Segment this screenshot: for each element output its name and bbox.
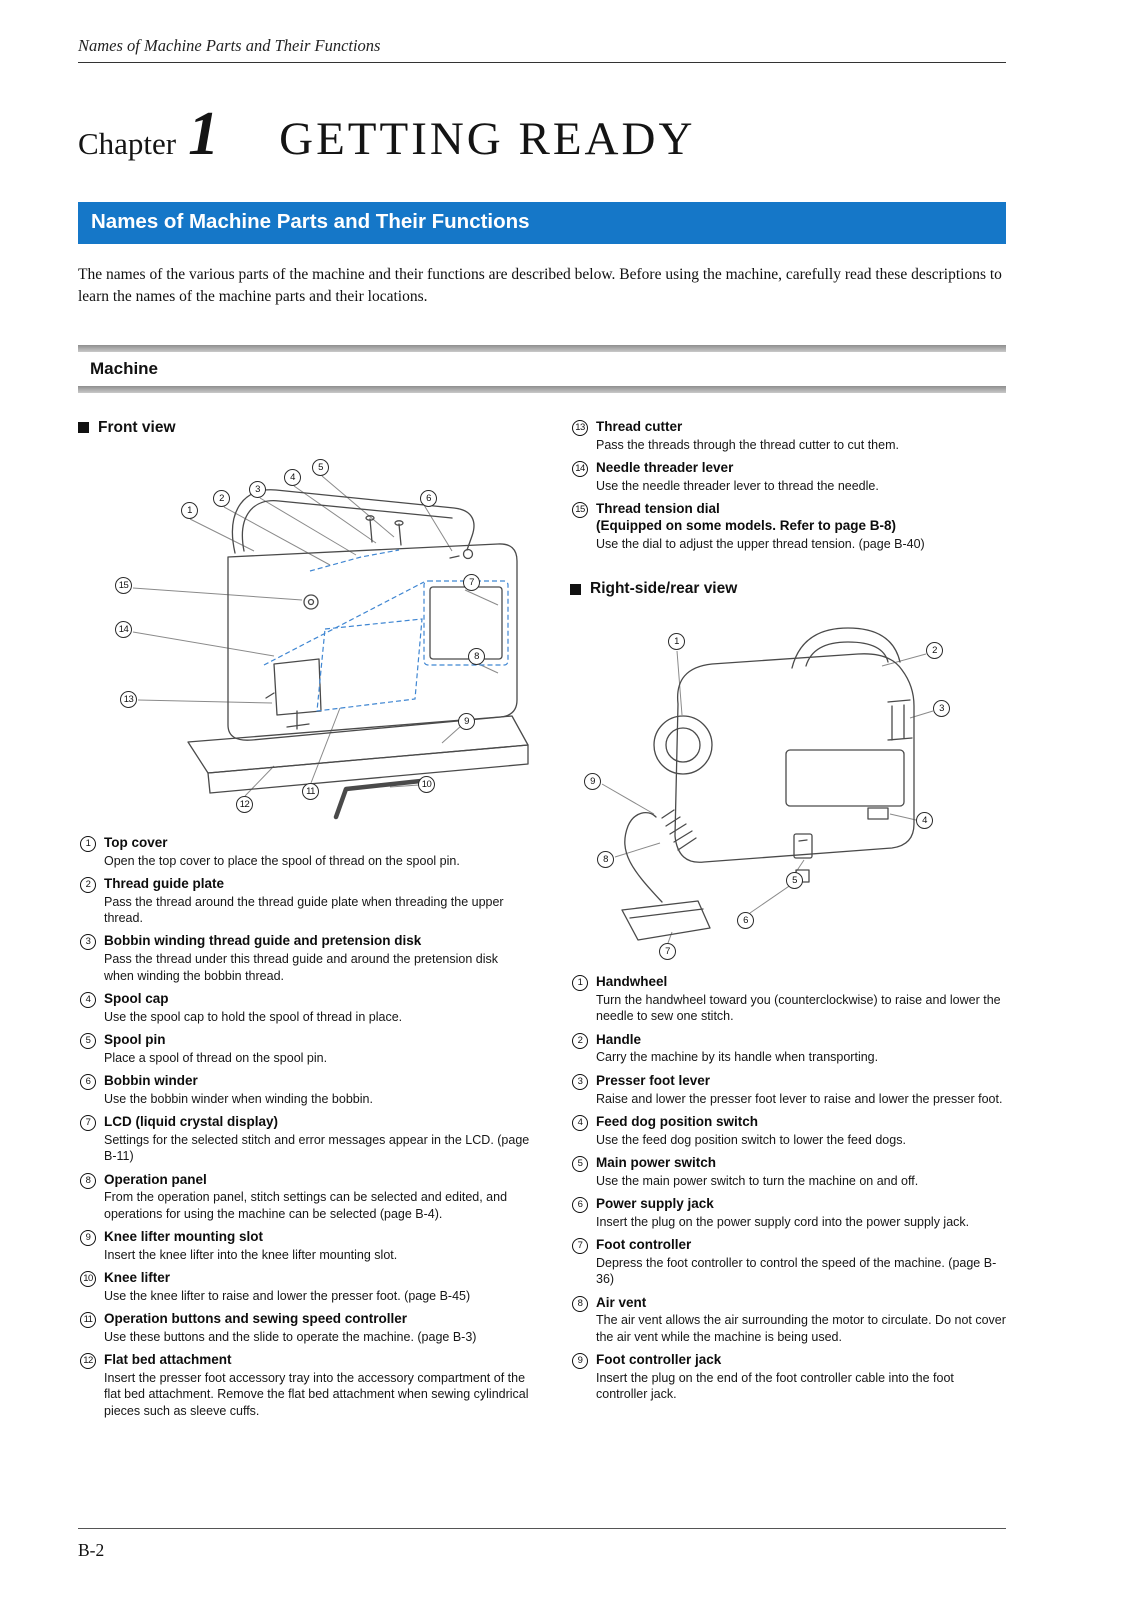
part-item [78,876,530,930]
part-title: Bobbin winder [104,1073,198,1089]
part-description: Insert the plug on the power supply cord into the power supply jack. [596,1214,970,1229]
part-title: Flat bed attachment [104,1352,232,1368]
callout-number: 9 [572,1353,588,1369]
part-description: Use the spool cap to hold the spool of thread in place. [104,1009,403,1024]
part-description: Place a spool of thread on the spool pin. [104,1050,328,1065]
part-description: Pass the thread under this thread guide and around the pretension disk when winding the bobbin thread. [104,952,499,983]
part-title: Needle threader lever [596,460,734,476]
part-item [570,460,1006,498]
callout-marker: 7 [659,943,676,960]
part-item [570,1114,1006,1152]
part-description: From the operation panel, stitch settings can be selected and edited, and operations for using the machine can be selected (page B-4). [104,1190,508,1221]
callout-marker: 9 [584,773,601,790]
part-title: Thread tension dial [596,501,720,517]
part-description: Depress the foot controller to control the speed of the machine. (page B-36) [596,1256,997,1287]
callout-marker: 9 [458,713,475,730]
part-description: Use the needle threader lever to thread the needle. [596,478,879,493]
section-bar-bottom [78,386,1006,393]
part-description: Raise and lower the presser foot lever to raise and lower the presser foot. [596,1091,1003,1106]
part-item [78,1270,530,1308]
section-banner: Names of Machine Parts and Their Functions [78,202,1006,244]
part-description: Use the knee lifter to raise and lower the presser foot. (page B-45) [104,1288,471,1303]
part-title: Thread guide plate [104,876,225,892]
part-title: Presser foot lever [596,1072,711,1088]
callout-number: 4 [80,992,96,1008]
callout-marker: 10 [418,776,435,793]
page-number: B-2 [78,1540,105,1560]
rear-view-heading-label: Right-side/rear view [590,580,738,598]
part-title: Air vent [596,1294,647,1310]
part-description: Use the main power switch to turn the machine on and off. [596,1173,919,1188]
part-description: Use the dial to adjust the upper thread tension. (page B-40) [596,536,925,551]
running-header: Names of Machine Parts and Their Functions [78,36,1006,63]
part-title: Spool pin [104,1031,166,1047]
page-footer [78,1528,1006,1561]
callout-number: 13 [572,420,588,436]
callout-number: 3 [572,1074,588,1090]
part-description: Open the top cover to place the spool of thread on the spool pin. [104,853,460,868]
callout-marker: 7 [463,574,480,591]
part-description: The air vent allows the air surrounding the motor to circulate. Do not cover the air vent while the machine is being used. [596,1313,1006,1344]
left-column [78,419,530,1426]
part-item [570,501,1006,556]
part-description: Insert the knee lifter into the knee lifter mounting slot. [104,1247,398,1262]
part-subtitle: (Equipped on some models. Refer to page B-8) [596,518,897,534]
part-title: Bobbin winding thread guide and pretension disk [104,933,422,949]
square-bullet-icon [570,584,581,595]
callout-number: 10 [80,1271,96,1287]
part-description: Pass the threads through the thread cutter to cut them. [596,437,899,452]
machine-section-header [78,345,1006,393]
part-description: Pass the thread around the thread guide plate when threading the upper thread. [104,894,504,926]
part-item [570,1352,1006,1406]
part-item [570,1295,1006,1349]
callout-marker: 3 [249,481,266,498]
part-item [570,1032,1006,1070]
part-description: Settings for the selected stitch and error messages appear in the LCD. (page B-11) [104,1133,530,1164]
callout-marker: 1 [668,633,685,650]
callout-number: 7 [572,1238,588,1254]
callout-marker: 8 [597,851,614,868]
callout-marker: 13 [120,691,137,708]
part-title: Spool cap [104,990,169,1006]
part-title: Power supply jack [596,1196,714,1212]
part-title: Knee lifter mounting slot [104,1228,264,1244]
callout-number: 4 [572,1115,588,1131]
part-item [570,1155,1006,1193]
callout-number: 2 [80,877,96,893]
part-item [570,419,1006,457]
chapter-label: Chapter [78,126,177,161]
callout-number: 6 [572,1197,588,1213]
chapter-title: GETTING READY [279,113,696,165]
part-item [78,1114,530,1168]
callout-marker: 6 [737,912,754,929]
section-bar-top [78,345,1006,352]
part-description: Insert the presser foot accessory tray into the accessory compartment of the flat bed attachment. Remove the flat bed attachment when sewing cylindrical pieces such as sleeve cuffs. [104,1371,529,1418]
part-title: Main power switch [596,1154,717,1170]
callout-marker: 5 [312,459,329,476]
rear-view-parts-list [570,974,1006,1406]
part-item [78,1032,530,1070]
part-description: Use the feed dog position switch to lower the feed dogs. [596,1132,906,1147]
right-column [570,419,1006,1426]
part-title: Knee lifter [104,1270,171,1286]
chapter-number: 1 [188,100,220,168]
two-column-layout [78,419,1006,1426]
callout-number: 5 [80,1033,96,1049]
part-item [78,1352,530,1423]
callout-marker: 15 [115,577,132,594]
part-title: Feed dog position switch [596,1113,758,1129]
front-view-illustration [78,451,530,823]
callout-marker: 1 [181,502,198,519]
callout-marker: 8 [468,648,485,665]
callout-number: 9 [80,1230,96,1246]
part-item [78,1229,530,1267]
part-item [570,1196,1006,1234]
part-description: Carry the machine by its handle when transporting. [596,1050,879,1065]
continued-parts-list [570,419,1006,556]
part-description: Turn the handwheel toward you (counterclockwise) to raise and lower the needle to sew one stitch. [596,993,1001,1024]
part-description: Insert the plug on the end of the foot controller cable into the foot controller jack. [596,1370,954,1402]
callout-number: 8 [80,1173,96,1189]
part-item [78,991,530,1029]
part-title: Thread cutter [596,418,683,434]
front-view-heading-label: Front view [98,418,176,436]
callout-number: 11 [80,1312,96,1328]
callout-marker: 5 [786,872,803,889]
callout-marker: 6 [420,490,437,507]
part-title: Handle [596,1031,642,1047]
part-item [78,1073,530,1111]
callout-number: 1 [80,836,96,852]
front-view-parts-list [78,835,530,1423]
part-item [78,1311,530,1349]
callout-marker: 4 [916,812,933,829]
callout-marker: 11 [302,783,319,800]
callout-number: 3 [80,934,96,950]
rear-view-illustration [570,612,1022,964]
part-title: Foot controller jack [596,1351,722,1367]
callout-marker: 2 [926,642,943,659]
part-title: Operation panel [104,1171,207,1187]
part-item [78,835,530,873]
part-item [570,1073,1006,1111]
rear-view-diagram [570,612,1022,964]
callout-number: 15 [572,502,588,518]
callout-number: 8 [572,1296,588,1312]
callout-marker: 12 [236,796,253,813]
part-item [570,974,1006,1028]
callout-number: 6 [80,1074,96,1090]
square-bullet-icon [78,422,89,433]
callout-marker: 14 [115,621,132,638]
chapter-heading [78,100,1006,168]
callout-number: 1 [572,975,588,991]
callout-number: 5 [572,1156,588,1172]
callout-marker: 2 [213,490,230,507]
part-title: Operation buttons and sewing speed controller [104,1311,408,1327]
callout-number: 14 [572,461,588,477]
part-title: Top cover [104,834,168,850]
callout-number: 7 [80,1115,96,1131]
front-view-heading [78,419,530,437]
part-item [78,933,530,987]
part-item [78,1172,530,1226]
footer-rule [78,1528,1006,1529]
part-description: Use the bobbin winder when winding the bobbin. [104,1091,373,1106]
callout-number: 2 [572,1033,588,1049]
part-title: Handwheel [596,974,668,990]
part-title: LCD (liquid crystal display) [104,1114,279,1130]
callout-marker: 4 [284,469,301,486]
part-title: Foot controller [596,1237,692,1253]
part-description: Use these buttons and the slide to operate the machine. (page B-3) [104,1330,477,1345]
part-item [570,1237,1006,1291]
callout-marker: 3 [933,700,950,717]
callout-number: 12 [80,1353,96,1369]
front-view-diagram [78,451,530,823]
machine-section-title: Machine [90,358,159,378]
intro-paragraph: The names of the various parts of the machine and their functions are described below. Before using the machine, carefully read these descriptions to learn the names of the machine parts and their locations. [78,266,1002,306]
rear-view-heading [570,580,1006,598]
